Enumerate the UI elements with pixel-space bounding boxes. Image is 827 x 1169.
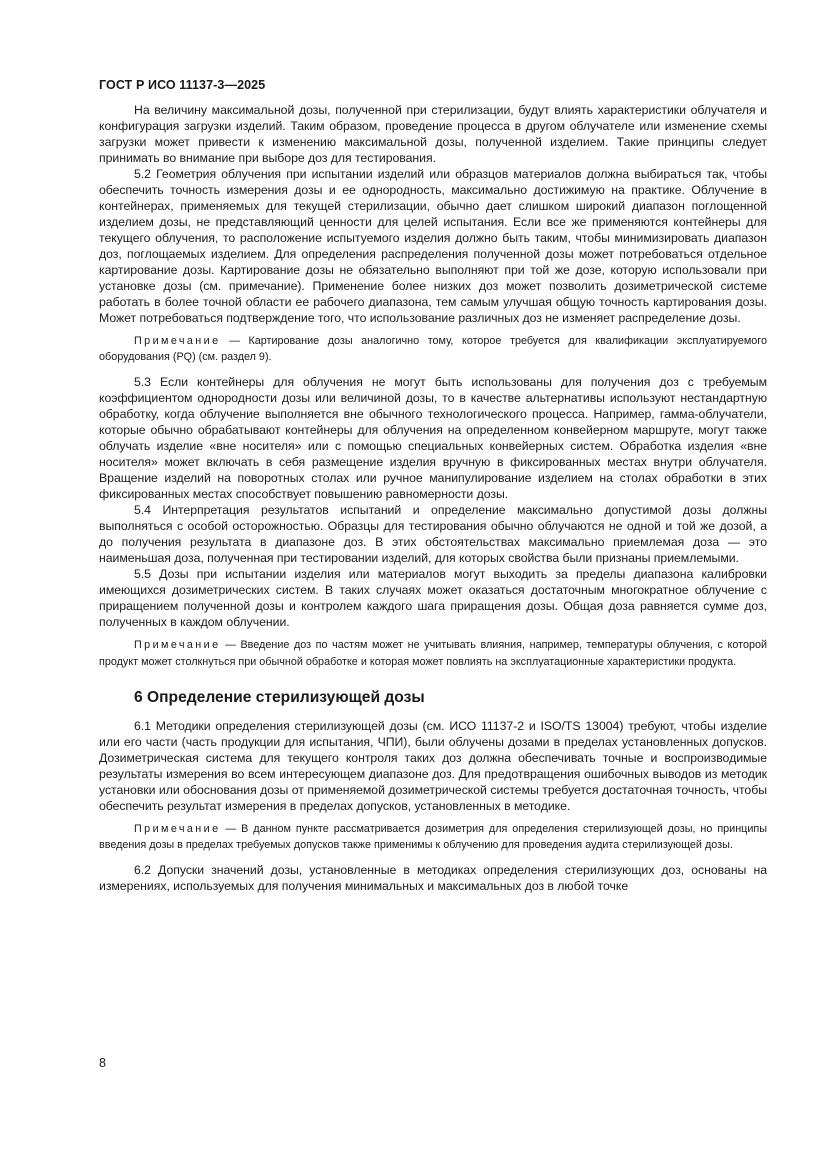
note-label: Примечание — [134, 822, 221, 835]
note-label: Примечание — [134, 639, 221, 652]
note-block — [99, 333, 767, 365]
paragraph-5-3: 5.3 Если контейнеры для облучения не могут быть использованы для получения доз с требуемым коэффициентом однородности дозы или величиной дозы, то в качестве альтернативы используют нестандартную обработку, когда облучение выполняется вне обычного технологического процесса. Например, гамма-облучатели, которые обычно обрабатывают контейнеры для облучения на определенном конвейерном маршруте, могут также облучать изделие «вне носителя» или с помощью специальных конвейерных систем. Обработка изделия «вне носителя» может включать в себя размещение изделия вручную в фиксированных местах внутри облучателя. Вращение изделий на поворотных столах или ручное манипулирование изделием на столах обработки в этих фиксированных местах способствует повышению равномерности дозы. — [99, 375, 767, 502]
document-header: ГОСТ Р ИСО 11137-3—2025 — [99, 78, 266, 92]
paragraph-6-1: 6.1 Методики определения стерилизующей дозы (см. ИСО 11137-2 и ISO/TS 13004) требуют, чтобы изделие или его части (часть продукции для испытания, ЧПИ), были облучены дозами в пределах установленных допусков. Дозиметрическая система для текущего контроля таких доз должна обеспечивать точные и воспроизводимые результаты измерения во всем интересующем диапазоне доз. Для предотвращения ошибочных выводов из методик установки или обоснования дозы от применяемой дозиметрической системы требуется достаточная точность, чтобы обеспечить результат измерения в пределах допусков, установленных в методике. — [99, 718, 767, 813]
note-text: — Картирование дозы аналогично тому, которое требуется для квалификации эксплуатируемого оборудования (PQ) (см. раздел 9). — [99, 335, 767, 364]
paragraph-5-4: 5.4 Интерпретация результатов испытаний и определение максимально допустимой дозы должны выполняться с особой осторожностью. Образцы для тестирования обычно облучаются не одной и той же дозой, а до получения результата в диапазоне доз. В этих обстоятельствах максимально приемлемая доза — это наименьшая доза, полученная при тестировании изделий, для которых свойства были признаны приемлемыми. — [99, 503, 767, 566]
page-body — [99, 102, 767, 894]
paragraph-5-5: 5.5 Дозы при испытании изделия или материалов могут выходить за пределы диапазона калибровки имеющихся дозиметрических систем. В таких случаях может оказаться достаточным многократное облучение с приращением полученной дозы и контролем каждого шага приращения дозы. Общая доза равняется сумме доз, полученных в каждом облучении. — [99, 567, 767, 630]
note-label: Примечание — [134, 335, 221, 347]
paragraph-5-2: 5.2 Геометрия облучения при испытании изделий или образцов материалов должна выбираться так, чтобы обеспечить точность измерения дозы и ее однородность, максимально достижимую на практике. Облучение в контейнерах, применяемых для текущей стерилизации, обычно дает слишком широкий диапазон поглощенной изделием дозы, не представляющий ценности для целей испытания. Если все же применяются контейнеры для текущего облучения, то расположение испытуемого изделия должно быть таким, чтобы минимизировать диапазон доз, поглощаемых изделием. Для определения распределения полученной дозы может потребоваться отдельное картирование дозы. Картирование дозы не обязательно выполняют при той же дозе, которую использовали при установке дозы (см. примечание). Применение более низких доз может позволить дозиметрической системе работать в более точной области ее рабочего диапазона, тем самым улучшая общую точность картирования дозы. Может потребоваться подтверждение того, что использование различных доз не изменяет распределение дозы. — [99, 167, 767, 325]
note-block — [99, 637, 767, 669]
section-heading: 6 Определение стерилизующей дозы — [134, 688, 425, 706]
page-number: 8 — [99, 1056, 106, 1070]
note-text: — В данном пункте рассматривается дозиметрия для определения стерилизующей дозы, но принципы введения дозы в пределах требуемых допусков также применимы к облучению для проведения аудита стерилизующей дозы. — [99, 822, 767, 852]
note-text: — Введение доз по частям может не учитывать влияния, например, температуры облучения, с которой продукт может столкнуться при обычной обработке и которая может повлиять на эксплуатационные характеристики продукта. — [99, 639, 767, 668]
paragraph-intro: На величину максимальной дозы, полученной при стерилизации, будут влиять характеристики облучателя и конфигурация загрузки изделий. Таким образом, проведение процесса в другом облучателе или изменение схемы загрузки может привести к изменению максимальной дозы, полученной изделием. Такие принципы следует принимать во внимание при выборе доз для тестирования. — [99, 103, 767, 165]
note-block — [99, 821, 767, 853]
paragraph-6-2: 6.2 Допуски значений дозы, установленные в методиках определения стерилизующих доз, основаны на измерениях, используемых для получения минимальных и максимальных доз в любой точке — [99, 863, 767, 894]
